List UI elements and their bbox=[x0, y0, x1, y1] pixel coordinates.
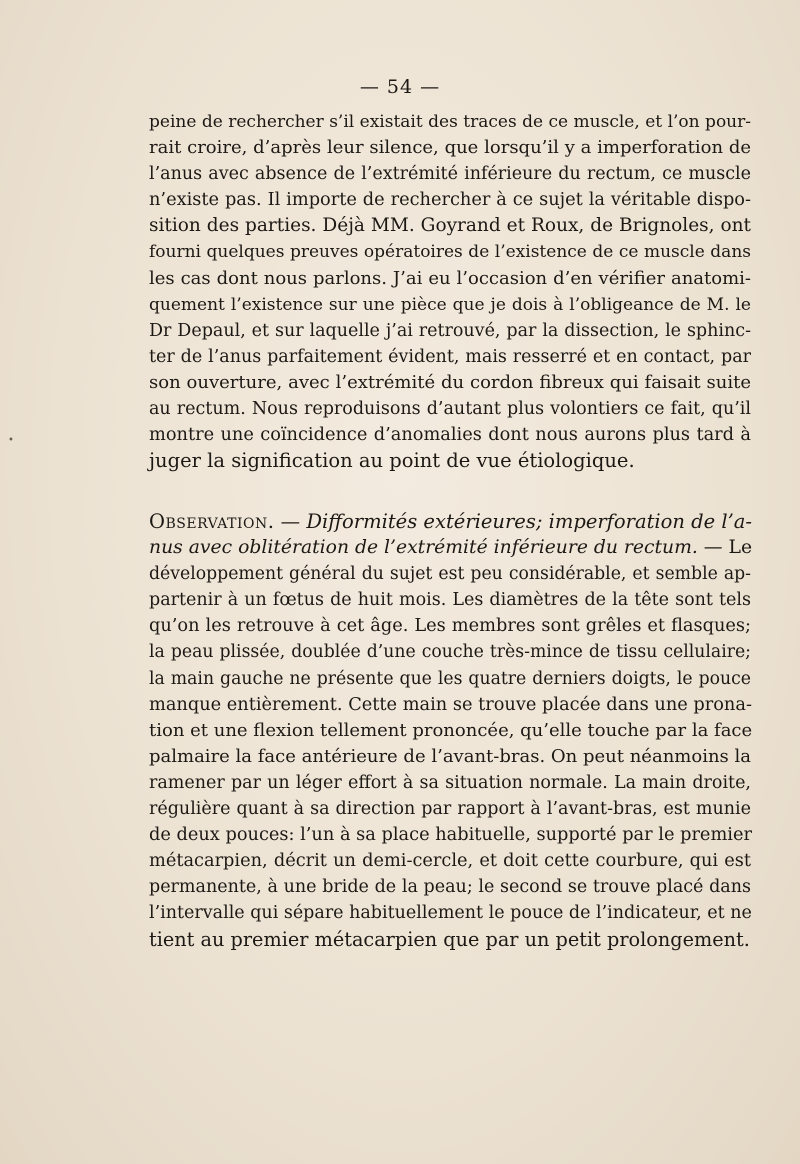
text-line: développement général du sujet est peu considérable, et semble ap- bbox=[149, 564, 751, 585]
text-fragment: Le bbox=[728, 537, 753, 559]
paragraph-continuation bbox=[149, 109, 751, 474]
text-line: manque entièrement. Cette main se trouve placée dans une prona- bbox=[149, 694, 752, 715]
text-line: peine de rechercher s’il existait des traces de ce muscle, et l’on pour- bbox=[149, 112, 751, 132]
text-line: tion et une flexion tellement prononcée, qu’elle touche par la face bbox=[149, 719, 753, 741]
text-line: au rectum. Nous reproduisons d’autant plus volontiers ce fait, qu’il bbox=[149, 399, 751, 420]
em-dash: — bbox=[697, 537, 729, 559]
text-line: ter de l’anus parfaitement évident, mais resserré et en contact, par bbox=[149, 346, 751, 367]
observation-title: Difformités extérieures; imperforation de l’a- bbox=[306, 510, 753, 533]
text-line: Dr Depaul, et sur laquelle j’ai retrouvé, par la dissection, le sphinc- bbox=[149, 320, 751, 341]
observation-label: Observation. bbox=[149, 510, 275, 533]
text-line: l’intervalle qui sépare habituellement le pouce de l’indicateur, et ne bbox=[149, 903, 752, 924]
text-line: ramener par un léger effort à sa situation normale. La main droite, bbox=[149, 772, 751, 793]
text-line: son ouverture, avec l’extrémité du cordon fibreux qui faisait suite bbox=[149, 371, 751, 393]
text-line: fourni quelques preuves opératoires de l’existence de ce muscle dans bbox=[149, 242, 751, 263]
text-line: palmaire la face antérieure de l’avant-bras. On peut néanmoins la bbox=[149, 745, 751, 767]
text-line: permanente, à une bride de la peau; le second se trouve placé dans bbox=[149, 877, 751, 898]
observation-title-continued: nus avec oblitération de l’extrémité inférieure du rectum. bbox=[149, 537, 698, 559]
page-number: — 54 — bbox=[359, 76, 441, 98]
text-line: partenir à un fœtus de huit mois. Les diamètres de la tête sont tels bbox=[149, 590, 751, 611]
text-line: qu’on les retrouve à cet âge. Les membres sont grêles et flasques; bbox=[149, 616, 751, 637]
text-line: la main gauche ne présente que les quatre derniers doigts, le pouce bbox=[149, 668, 751, 689]
observation-paragraph bbox=[149, 509, 751, 953]
text-line: la peau plissée, doublée d’une couche très-mince de tissu cellulaire; bbox=[149, 642, 751, 663]
observation-title-line bbox=[149, 535, 751, 561]
text-line: métacarpien, décrit un demi-cercle, et doit cette courbure, qui est bbox=[149, 851, 751, 872]
text-line: sition des parties. Déjà MM. Goyrand et Roux, de Brignoles, ont bbox=[149, 215, 751, 237]
text-line: rait croire, d’après leur silence, que lorsqu’il y a imperforation de bbox=[149, 137, 751, 159]
text-line: l’anus avec absence de l’extrémité inférieure du rectum, ce muscle bbox=[149, 164, 751, 185]
text-line: de deux pouces: l’un à sa place habituelle, supporté par le premier bbox=[149, 825, 752, 846]
margin-mark: • bbox=[8, 435, 14, 446]
text-line: tient au premier métacarpien que par un petit prolongement. bbox=[149, 927, 750, 951]
text-line: quement l’existence sur une pièce que je dois à l’obligeance de M. le bbox=[149, 294, 751, 315]
observation-heading-line bbox=[149, 509, 751, 535]
text-line: les cas dont nous parlons. J’ai eu l’occasion d’en vérifier anatomi- bbox=[149, 267, 751, 289]
text-line: juger la signification au point de vue étiologique. bbox=[149, 449, 635, 473]
text-line: régulière quant à sa direction par rapport à l’avant-bras, est munie bbox=[149, 799, 751, 820]
em-dash: — bbox=[274, 510, 307, 533]
text-line: n’existe pas. Il importe de rechercher à ce sujet la véritable dispo- bbox=[149, 190, 751, 211]
text-line: montre une coïncidence d’anomalies dont nous aurons plus tard à bbox=[149, 425, 751, 446]
